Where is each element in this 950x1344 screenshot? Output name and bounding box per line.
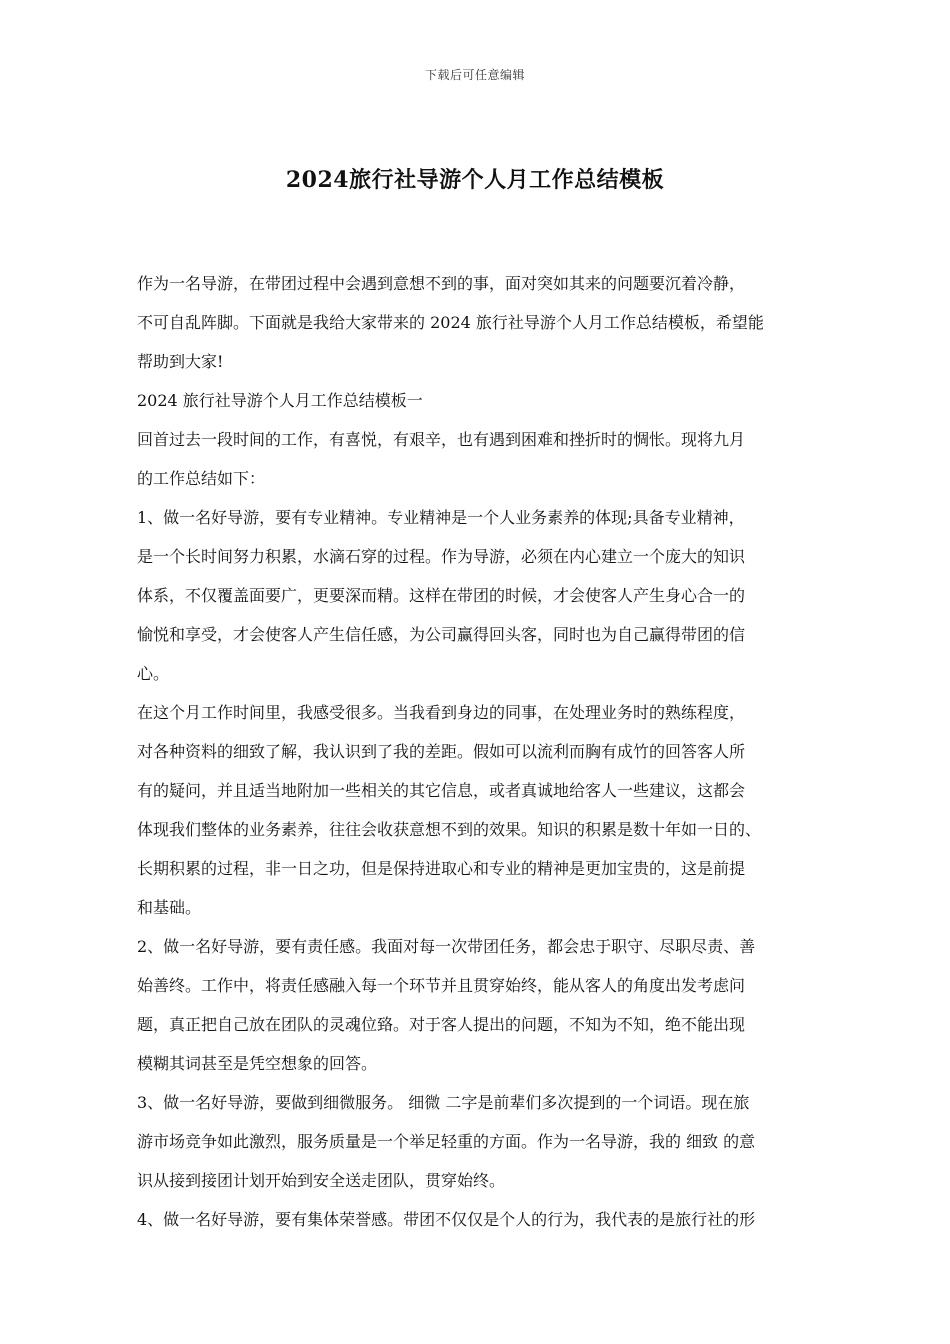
text-line: 3、做一名好导游，要做到细微服务。 细微 二字是前辈们多次提到的一个词语。现在旅 bbox=[137, 1093, 750, 1112]
text-line: 体系，不仅覆盖面要广，更要深而精。这样在带团的时候，才会使客人产生身心合一的 bbox=[137, 586, 746, 605]
paragraph-reflection bbox=[137, 693, 897, 927]
text-line: 帮助到大家! bbox=[137, 352, 224, 371]
document-title: 2024旅行社导游个人月工作总结模板 bbox=[285, 167, 665, 193]
text-line: 始善终。工作中，将责任感融入每一个环节并且贯穿始终，能从客人的角度出发考虑问 bbox=[137, 976, 746, 995]
text-line: 是一个长时间努力积累，水滴石穿的过程。作为导游，必须在内心建立一个庞大的知识 bbox=[137, 547, 746, 566]
text-line: 2、做一名好导游，要有责任感。我面对每一次带团任务，都会忠于职守、尽职尽责、善 bbox=[137, 937, 756, 956]
text-line: 的工作总结如下： bbox=[137, 469, 266, 488]
text-line: 体现我们整体的业务素养，往往会收获意想不到的效果。知识的积累是数十年如一日的、 bbox=[137, 820, 762, 839]
text-line: 在这个月工作时间里，我感受很多。当我看到身边的同事，在处理业务时的熟练程度， bbox=[137, 703, 746, 722]
text-line: 有的疑问，并且适当地附加一些相关的其它信息，或者真诚地给客人一些建议，这都会 bbox=[137, 781, 746, 800]
text-line: 游市场竞争如此激烈，服务质量是一个举足轻重的方面。作为一名导游，我的 细致 的意 bbox=[137, 1132, 756, 1151]
text-line: 愉悦和享受，才会使客人产生信任感，为公司赢得回头客，同时也为自己赢得带团的信 bbox=[137, 625, 746, 644]
text-line: 长期积累的过程，非一日之功，但是保持进取心和专业的精神是更加宝贵的，这是前提 bbox=[137, 859, 746, 878]
text-line: 心。 bbox=[137, 664, 170, 683]
text-line: 识从接到接团计划开始到安全送走团队，贯穿始终。 bbox=[137, 1171, 506, 1190]
paragraph-intro bbox=[137, 264, 897, 381]
text-line: 模糊其词甚至是凭空想象的回答。 bbox=[137, 1054, 378, 1073]
text-line: 1、做一名好导游，要有专业精神。专业精神是一个人业务素养的体现;具备专业精神， bbox=[137, 508, 745, 527]
text-line: 2024 旅行社导游个人月工作总结模板一 bbox=[137, 391, 423, 410]
text-line: 和基础。 bbox=[137, 898, 202, 917]
section-heading bbox=[137, 381, 897, 420]
paragraph-point-3 bbox=[137, 1083, 897, 1200]
text-line: 4、做一名好导游，要有集体荣誉感。带团不仅仅是个人的行为，我代表的是旅行社的形 bbox=[137, 1210, 756, 1229]
paragraph-point-1 bbox=[137, 498, 897, 693]
text-line: 题，真正把自己放在团队的灵魂位臵。对于客人提出的问题，不知为不知，绝不能出现 bbox=[137, 1015, 746, 1034]
paragraph-review bbox=[137, 420, 897, 498]
text-line: 不可自乱阵脚。下面就是我给大家带来的 2024 旅行社导游个人月工作总结模板，希望能 bbox=[137, 313, 764, 332]
document-body bbox=[137, 264, 897, 1239]
paragraph-point-2 bbox=[137, 927, 897, 1083]
text-line: 回首过去一段时间的工作，有喜悦，有艰辛，也有遇到困难和挫折时的惆怅。现将九月 bbox=[137, 430, 746, 449]
text-line: 作为一名导游，在带团过程中会遇到意想不到的事，面对突如其来的问题要沉着冷静， bbox=[137, 274, 746, 293]
paragraph-point-4 bbox=[137, 1200, 897, 1239]
page-header-note: 下载后可任意编辑 bbox=[424, 68, 525, 82]
text-line: 对各种资料的细致了解，我认识到了我的差距。假如可以流利而胸有成竹的回答客人所 bbox=[137, 742, 746, 761]
